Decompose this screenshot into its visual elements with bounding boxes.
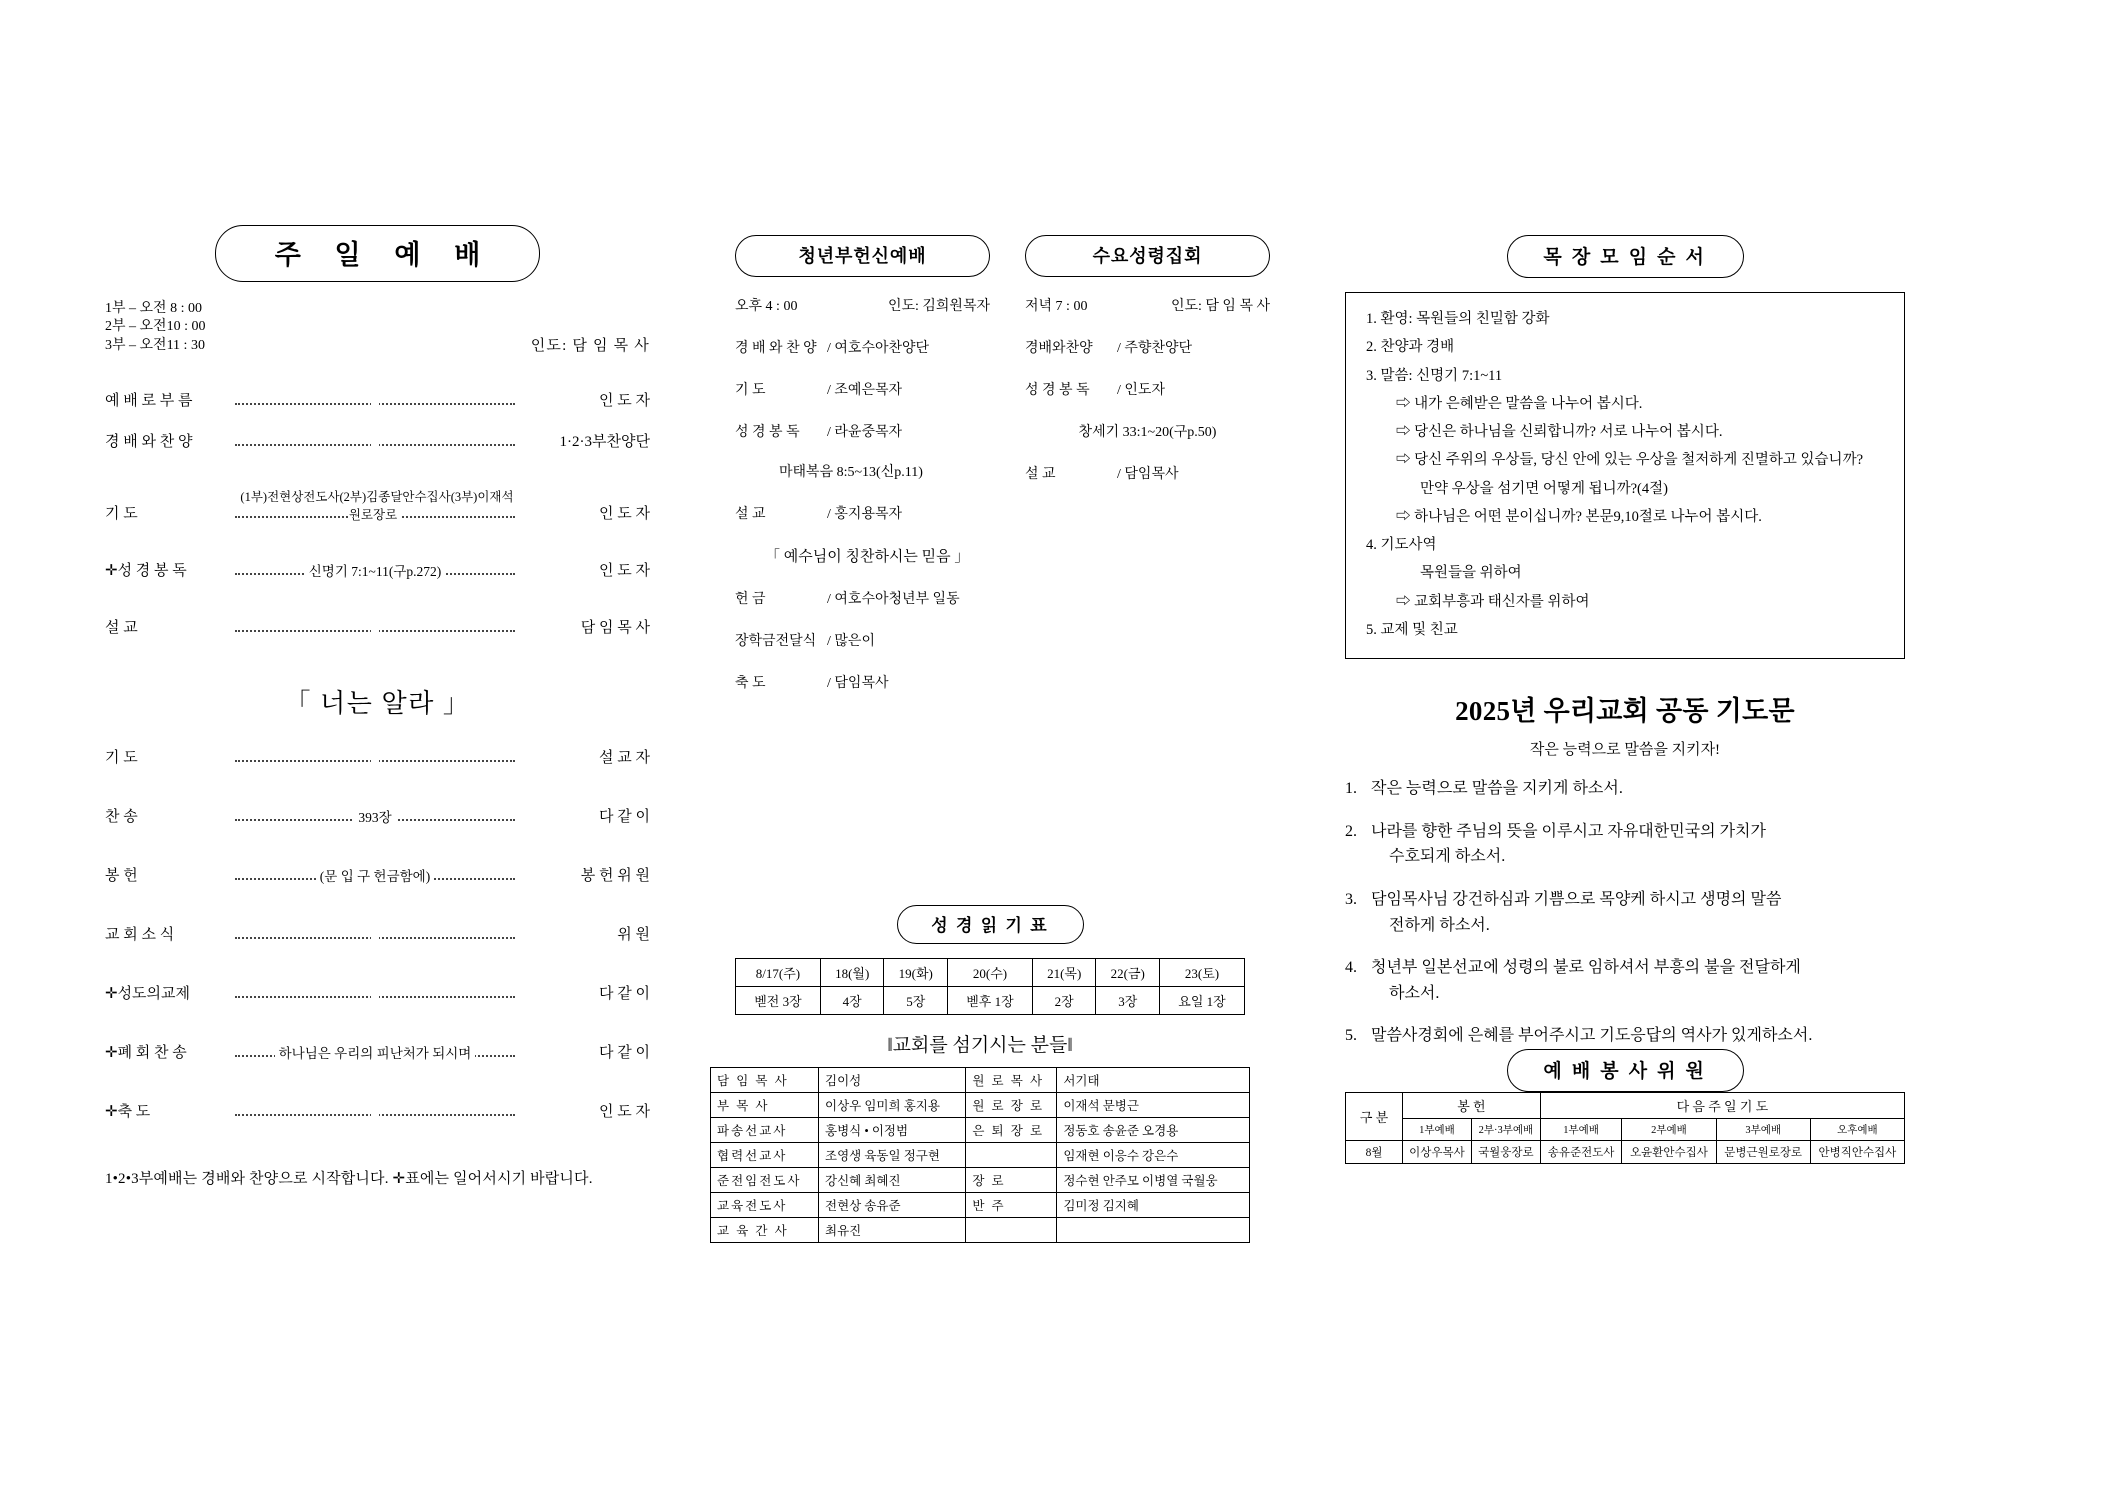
mokjang-item: 3. 말씀: 신명기 7:1~11 bbox=[1366, 367, 1503, 384]
table-row bbox=[711, 1218, 1250, 1243]
order-label: ✛성 경 봉 독 bbox=[105, 563, 187, 580]
order-person: 인 도 자 bbox=[599, 1104, 650, 1121]
order-person: 봉 헌 위 원 bbox=[580, 868, 650, 885]
order-detail bbox=[235, 394, 515, 410]
youth-order-label: 장학금전달식 bbox=[735, 634, 817, 649]
servant-name: 전현상 송유준 bbox=[819, 1193, 966, 1218]
youth-sermon-title: 「 예수님이 칭찬하시는 믿음 」 bbox=[765, 549, 970, 565]
worship-committee-title: 예 배 봉 사 위 원 bbox=[1507, 1049, 1744, 1092]
order-detail bbox=[235, 435, 515, 451]
prayer-item bbox=[1345, 1023, 1905, 1049]
church-servants-section bbox=[710, 1030, 1250, 1243]
servant-role: 담 임 목 사 bbox=[711, 1068, 819, 1093]
sunday-times bbox=[105, 300, 205, 355]
table-row bbox=[736, 959, 1245, 987]
order-detail bbox=[235, 751, 515, 767]
mokjang-order-box bbox=[1345, 292, 1905, 659]
committee-header-division: 구 분 bbox=[1346, 1092, 1403, 1140]
committee-header-offering: 봉 헌 bbox=[1403, 1092, 1541, 1118]
wednesday-order-person: / 주향찬양단 bbox=[1117, 341, 1193, 356]
servant-role: 준전임전도사 bbox=[711, 1168, 819, 1193]
bible-reading-title: 성 경 읽 기 표 bbox=[897, 905, 1084, 944]
prayer-item bbox=[1345, 887, 1905, 938]
table-row bbox=[711, 1068, 1250, 1093]
order-detail: (문 입 구 헌금함에) bbox=[235, 865, 515, 885]
committee-header-prayer: 다 음 주 일 기 도 bbox=[1540, 1092, 1904, 1118]
youth-leader: 인도: 김희원목자 bbox=[887, 299, 990, 314]
mokjang-item: 1. 환영: 목원들의 친밀함 강화 bbox=[1366, 311, 1550, 327]
sunday-service-title: 주 일 예 배 bbox=[215, 225, 541, 282]
servant-name: 이재석 문병근 bbox=[1057, 1093, 1250, 1118]
order-label: ✛축 도 bbox=[105, 1104, 151, 1121]
prayer-item bbox=[1345, 819, 1905, 870]
order-label: 경 배 와 찬 양 bbox=[105, 434, 193, 451]
order-label: ✛성도의교제 bbox=[105, 986, 191, 1003]
church-servants-table bbox=[710, 1067, 1250, 1243]
servant-name: 정수현 안주모 이병열 국월웅 bbox=[1057, 1168, 1250, 1193]
table-row bbox=[711, 1168, 1250, 1193]
sunday-time-2: 2부 – 오전10 : 00 bbox=[105, 319, 206, 335]
youth-order-row bbox=[735, 588, 990, 608]
order-row bbox=[105, 923, 650, 944]
order-person: 위 원 bbox=[617, 927, 650, 944]
servant-name: 조영생 육동일 정구현 bbox=[819, 1143, 966, 1168]
order-label: ✛폐 회 찬 송 bbox=[105, 1045, 187, 1062]
servant-name: 정동호 송윤준 오경용 bbox=[1057, 1118, 1250, 1143]
youth-order-person: / 여호수아청년부 일동 bbox=[827, 592, 960, 607]
prayer-text: 말씀사경회에 은혜를 부어주시고 기도응답의 역사가 있게하소서. bbox=[1371, 1027, 1813, 1045]
committee-value: 송유준전도사 bbox=[1540, 1140, 1622, 1163]
sunday-footnote: 1•2•3부예배는 경배와 찬양으로 시작합니다. ✛표에는 일어서시기 바랍니다. bbox=[105, 1171, 593, 1188]
order-detail bbox=[235, 987, 515, 1003]
prayer-number: 4. bbox=[1345, 959, 1357, 977]
common-prayer-subtitle: 작은 능력으로 말씀을 지키자! bbox=[1529, 742, 1721, 759]
sunday-leader: 인도: 담 임 목 사 bbox=[530, 338, 650, 355]
servant-role: 교육전도사 bbox=[711, 1193, 819, 1218]
servant-role: 은 퇴 장 로 bbox=[966, 1118, 1057, 1143]
order-row bbox=[105, 746, 650, 767]
youth-order-label: 성 경 봉 독 bbox=[735, 425, 800, 440]
servant-role: 부 목 사 bbox=[711, 1093, 819, 1118]
committee-subheader: 1부예배 bbox=[1540, 1118, 1622, 1140]
order-label: 예 배 로 부 름 bbox=[105, 393, 193, 410]
order-person: 인 도 자 bbox=[599, 506, 650, 523]
table-row bbox=[711, 1193, 1250, 1218]
order-person: 설 교 자 bbox=[599, 750, 650, 767]
youth-order-label: 기 도 bbox=[735, 383, 766, 398]
mokjang-title: 목 장 모 임 순 서 bbox=[1507, 235, 1744, 278]
servant-role: 장 로 bbox=[966, 1168, 1057, 1193]
wednesday-order-label: 설 교 bbox=[1025, 467, 1056, 482]
bible-date-cell: 23(토) bbox=[1160, 959, 1245, 987]
committee-value: 국월웅장로 bbox=[1471, 1140, 1540, 1163]
bible-chapter-cell: 4장 bbox=[820, 987, 884, 1015]
order-detail bbox=[235, 1105, 515, 1121]
bible-date-cell: 21(목) bbox=[1032, 959, 1096, 987]
bible-date-cell: 18(월) bbox=[820, 959, 884, 987]
servant-role: 교 육 간 사 bbox=[711, 1218, 819, 1243]
bible-date-cell: 8/17(주) bbox=[736, 959, 821, 987]
sermon-title: 「 너는 알라 」 bbox=[284, 689, 471, 719]
wednesday-time: 저녁 7 : 00 bbox=[1025, 299, 1088, 314]
table-row bbox=[1346, 1118, 1905, 1140]
bible-date-cell: 19(화) bbox=[884, 959, 948, 987]
order-person: 다 같 이 bbox=[599, 809, 650, 826]
right-column bbox=[1345, 235, 1905, 1164]
church-servants-title: ‖교회를 섬기시는 분들‖ bbox=[887, 1035, 1073, 1056]
order-detail bbox=[235, 928, 515, 944]
servant-name bbox=[1057, 1218, 1250, 1243]
table-row bbox=[711, 1118, 1250, 1143]
youth-service-title: 청년부헌신예배 bbox=[735, 235, 990, 277]
committee-value: 이상우목사 bbox=[1403, 1140, 1472, 1163]
youth-order-row bbox=[735, 337, 990, 357]
committee-value: 안병직안수집사 bbox=[1810, 1140, 1904, 1163]
committee-subheader: 오후예배 bbox=[1810, 1118, 1904, 1140]
committee-month: 8월 bbox=[1346, 1140, 1403, 1163]
bible-date-cell: 20(수) bbox=[948, 959, 1033, 987]
servant-role: 원 로 목 사 bbox=[966, 1068, 1057, 1093]
youth-order-label: 축 도 bbox=[735, 676, 766, 691]
mokjang-item: 목원들을 위하여 bbox=[1420, 565, 1522, 582]
wednesday-order-label: 경배와찬양 bbox=[1025, 341, 1093, 356]
mokjang-item: ⇨ 하나님은 어떤 분이십니까? 본문9,10절로 나누어 봅시다. bbox=[1396, 508, 1762, 525]
committee-subheader: 1부예배 bbox=[1403, 1118, 1472, 1140]
sunday-service-section bbox=[105, 225, 650, 1188]
order-person: 다 같 이 bbox=[599, 986, 650, 1003]
mokjang-item: 5. 교제 및 친교 bbox=[1366, 621, 1458, 638]
order-detail: 신명기 7:1~11(구p.272) bbox=[235, 560, 515, 580]
servant-role: 협력선교사 bbox=[711, 1143, 819, 1168]
mokjang-item: ⇨ 당신 주위의 우상들, 당신 안에 있는 우상을 철저하게 진멸하고 있습니까? bbox=[1396, 452, 1864, 469]
youth-time: 오후 4 : 00 bbox=[735, 299, 798, 314]
sunday-time-3: 3부 – 오전11 : 30 bbox=[105, 337, 205, 353]
prayer-text: 담임목사님 강건하심과 기쁨으로 목양케 하시고 생명의 말씀 전하게 하소서. bbox=[1371, 890, 1782, 934]
wednesday-order-person: / 담임목사 bbox=[1117, 467, 1179, 482]
order-row bbox=[105, 1041, 650, 1062]
youth-time-row bbox=[735, 295, 990, 315]
order-person: 담 임 목 사 bbox=[580, 620, 650, 637]
table-row bbox=[711, 1093, 1250, 1118]
order-person: 1·2·3부찬양단 bbox=[559, 434, 650, 451]
wednesday-order-row bbox=[1025, 463, 1270, 483]
wednesday-scripture: 창세기 33:1~20(구p.50) bbox=[1078, 425, 1217, 440]
mokjang-item: 만약 우상을 섬기면 어떻게 됩니까?(4절) bbox=[1420, 480, 1668, 497]
bible-chapter-cell: 2장 bbox=[1032, 987, 1096, 1015]
order-row bbox=[105, 487, 650, 523]
youth-order-person: / 홍지용목자 bbox=[827, 507, 903, 522]
sunday-times-block bbox=[105, 282, 650, 355]
wednesday-service-title: 수요성령집회 bbox=[1025, 235, 1270, 277]
committee-value: 문병근원로장로 bbox=[1716, 1140, 1810, 1163]
order-row bbox=[105, 616, 650, 637]
bible-chapter-cell: 5장 bbox=[884, 987, 948, 1015]
servant-name: 김미정 김지혜 bbox=[1057, 1193, 1250, 1218]
mokjang-item: ⇨ 당신은 하나님을 신뢰합니까? 서로 나누어 봅시다. bbox=[1396, 424, 1723, 441]
order-row bbox=[105, 559, 650, 580]
youth-service-section bbox=[735, 235, 990, 692]
youth-order-person: / 많은이 bbox=[827, 634, 875, 649]
youth-order-row bbox=[735, 421, 990, 441]
order-detail: (1부)전현상전도사(2부)김종달안수집사(3부)이재석원로장로 bbox=[235, 487, 515, 523]
mokjang-item: ⇨ 교회부흥과 태신자를 위하여 bbox=[1396, 593, 1590, 610]
servant-role: 원 로 장 로 bbox=[966, 1093, 1057, 1118]
youth-order-row bbox=[735, 672, 990, 692]
prayer-text: 작은 능력으로 말씀을 지키게 하소서. bbox=[1371, 780, 1623, 798]
youth-order-person: / 여호수아찬양단 bbox=[827, 341, 930, 356]
wednesday-time-row bbox=[1025, 295, 1270, 315]
servant-role: 파송선교사 bbox=[711, 1118, 819, 1143]
wednesday-service-section bbox=[1025, 235, 1270, 483]
youth-order-row bbox=[735, 630, 990, 650]
prayer-number: 3. bbox=[1345, 890, 1357, 908]
bible-chapter-cell: 벧전 3장 bbox=[736, 987, 821, 1015]
common-prayer-title: 2025년 우리교회 공동 기도문 bbox=[1455, 696, 1795, 727]
servant-name: 임재현 이응수 강은수 bbox=[1057, 1143, 1250, 1168]
youth-order-label: 경 배 와 찬 양 bbox=[735, 341, 817, 356]
servant-name: 이상우 임미희 홍지용 bbox=[819, 1093, 966, 1118]
table-row bbox=[1346, 1140, 1905, 1163]
servant-role: 반 주 bbox=[966, 1193, 1057, 1218]
prayer-item bbox=[1345, 955, 1905, 1006]
order-row bbox=[105, 430, 650, 451]
order-row bbox=[105, 1100, 650, 1121]
worship-committee-table bbox=[1345, 1092, 1905, 1164]
table-row bbox=[711, 1143, 1250, 1168]
order-row bbox=[105, 982, 650, 1003]
committee-subheader: 2부·3부예배 bbox=[1471, 1118, 1540, 1140]
youth-order-person: / 라윤중목자 bbox=[827, 425, 903, 440]
bible-chapter-cell: 벧후 1장 bbox=[948, 987, 1033, 1015]
bible-date-cell: 22(금) bbox=[1096, 959, 1160, 987]
committee-subheader: 3부예배 bbox=[1716, 1118, 1810, 1140]
table-row bbox=[736, 987, 1245, 1015]
mokjang-item: 4. 기도사역 bbox=[1366, 537, 1437, 554]
servant-name: 강신혜 최혜진 bbox=[819, 1168, 966, 1193]
bible-chapter-cell: 요일 1장 bbox=[1160, 987, 1245, 1015]
youth-scripture: 마태복음 8:5~13(신p.11) bbox=[779, 465, 923, 480]
wednesday-order-label: 성 경 봉 독 bbox=[1025, 383, 1090, 398]
order-label: 교 회 소 식 bbox=[105, 927, 175, 944]
bible-chapter-cell: 3장 bbox=[1096, 987, 1160, 1015]
wednesday-leader: 인도: 담 임 목 사 bbox=[1170, 299, 1270, 314]
servant-name: 서기태 bbox=[1057, 1068, 1250, 1093]
wednesday-order-person: / 인도자 bbox=[1117, 383, 1165, 398]
youth-order-label: 설 교 bbox=[735, 507, 766, 522]
order-label: 기 도 bbox=[105, 506, 138, 523]
prayer-number: 1. bbox=[1345, 780, 1357, 798]
servant-name: 최유진 bbox=[819, 1218, 966, 1243]
order-person: 인 도 자 bbox=[599, 393, 650, 410]
order-row bbox=[105, 389, 650, 410]
order-label: 기 도 bbox=[105, 750, 138, 767]
mokjang-item: 2. 찬양과 경배 bbox=[1366, 339, 1455, 356]
committee-value: 오윤환안수집사 bbox=[1622, 1140, 1716, 1163]
wednesday-order-row bbox=[1025, 379, 1270, 399]
servant-name: 홍병식 • 이정범 bbox=[819, 1118, 966, 1143]
order-detail: 하나님은 우리의 피난처가 되시며 bbox=[235, 1042, 515, 1062]
order-label: 설 교 bbox=[105, 620, 138, 637]
order-row bbox=[105, 864, 650, 885]
order-label: 봉 헌 bbox=[105, 868, 138, 885]
youth-order-person: / 조예은목자 bbox=[827, 383, 903, 398]
servant-role bbox=[966, 1218, 1057, 1243]
order-detail: 393장 bbox=[235, 806, 515, 826]
order-detail bbox=[235, 621, 515, 637]
servant-role bbox=[966, 1143, 1057, 1168]
youth-order-label: 헌 금 bbox=[735, 592, 766, 607]
sunday-time-1: 1부 – 오전 8 : 00 bbox=[105, 301, 202, 316]
wednesday-order-row bbox=[1025, 337, 1270, 357]
youth-order-row bbox=[735, 379, 990, 399]
bible-reading-table bbox=[735, 958, 1245, 1015]
youth-order-row bbox=[735, 503, 990, 523]
youth-order-person: / 담임목사 bbox=[827, 676, 889, 691]
order-person: 다 같 이 bbox=[599, 1045, 650, 1062]
bible-reading-section bbox=[735, 905, 1245, 1015]
prayer-item bbox=[1345, 776, 1905, 802]
mokjang-item: ⇨ 내가 은혜받은 말씀을 나누어 봅시다. bbox=[1396, 395, 1643, 412]
order-label: 찬 송 bbox=[105, 809, 138, 826]
prayer-number: 5. bbox=[1345, 1027, 1357, 1045]
prayer-text: 나라를 향한 주님의 뜻을 이루시고 자유대한민국의 가치가 수호되게 하소서. bbox=[1371, 822, 1766, 866]
servant-name: 김이성 bbox=[819, 1068, 966, 1093]
prayer-number: 2. bbox=[1345, 822, 1357, 840]
committee-subheader: 2부예배 bbox=[1622, 1118, 1716, 1140]
order-person: 인 도 자 bbox=[599, 563, 650, 580]
order-row bbox=[105, 805, 650, 826]
table-row bbox=[1346, 1092, 1905, 1118]
prayer-text: 청년부 일본선교에 성령의 불로 임하셔서 부흥의 불을 전달하게 하소서. bbox=[1371, 959, 1801, 1002]
